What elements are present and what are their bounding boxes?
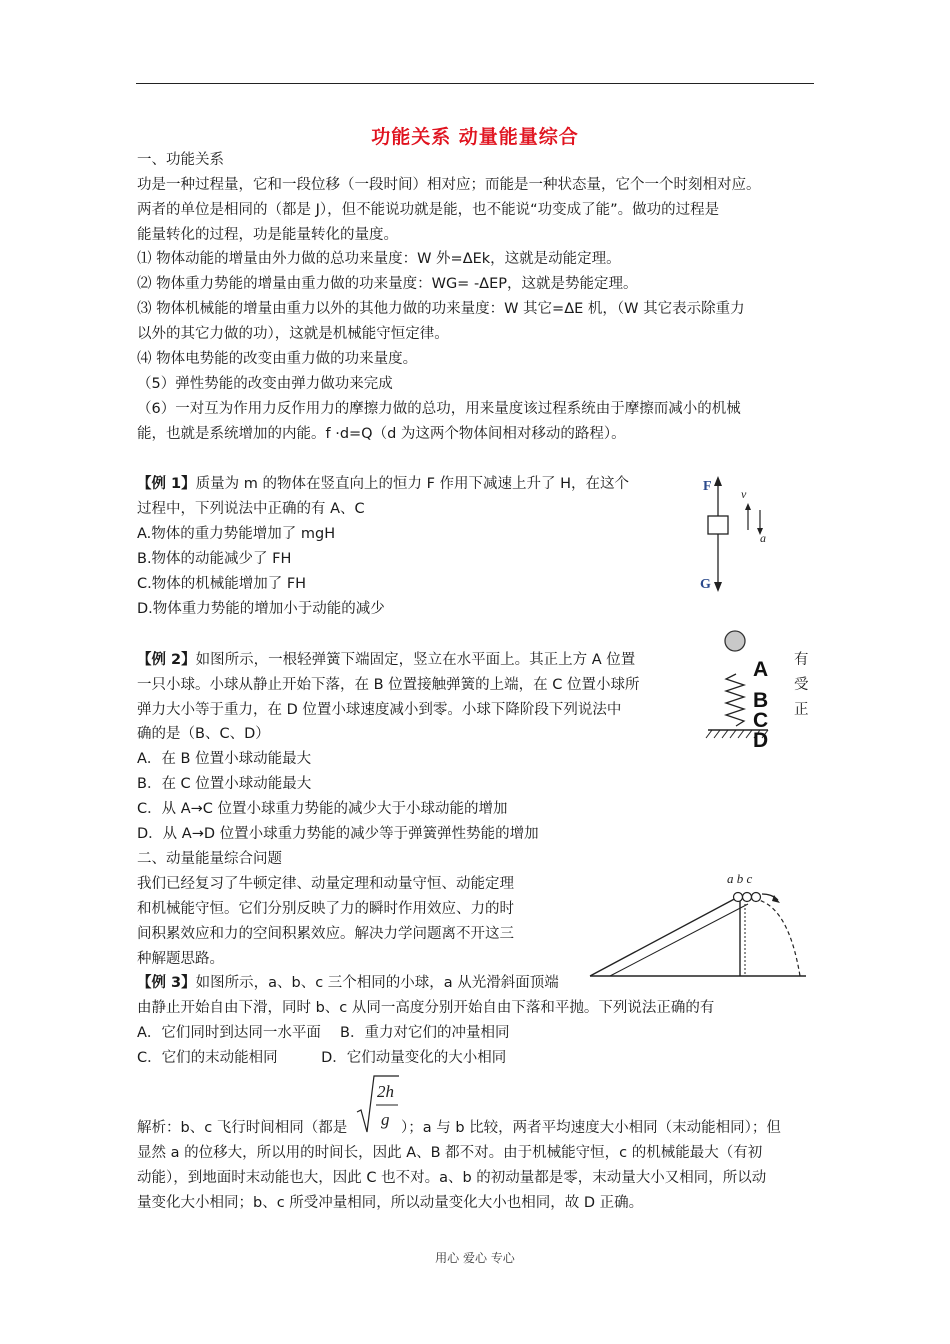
label-C: C bbox=[753, 709, 769, 732]
ex3-line-2: 由静止开始自由下滑，同时 b、c 从同一高度分别开始自由下落和平抛。下列说法正确的有 bbox=[137, 1000, 715, 1016]
ex2-text: 如图所示，一根轻弹簧下端固定，竖立在水平面上。其正上方 A 位置 bbox=[195, 652, 636, 668]
incline-surface bbox=[590, 896, 740, 976]
formula-denominator: g bbox=[381, 1110, 390, 1129]
section1-heading: 一、功能关系 bbox=[137, 152, 224, 168]
ex1-option-a: A.物体的重力势能增加了 mgH bbox=[137, 526, 336, 542]
ex2-line-3: 弹力大小等于重力，在 D 位置小球速度减小到零。小球下降阶段下列说法中 bbox=[137, 702, 622, 718]
s2-paragraph-line: 间积累效应和力的空间积累效应。解决力学问题离不开这三 bbox=[137, 926, 514, 942]
s1-item-6: （6）一对互为作用力反作用力的摩擦力做的总功，用来量度该过程系统由于摩擦而减小的机械 bbox=[137, 401, 741, 417]
ex1-option-d: D.物体重力势能的增加小于动能的减少 bbox=[137, 601, 385, 617]
ex3-solution-line-2: 显然 a 的位移大，所以用的时间长，因此 A、B 都不对。由于机械能守恒，c 的机械能最大（有初 bbox=[137, 1145, 763, 1161]
ex1-option-c: C.物体的机械能增加了 FH bbox=[137, 576, 307, 592]
s2-paragraph-line: 我们已经复习了牛顿定律、动量定理和动量守恒、动能定理 bbox=[137, 876, 514, 892]
ex1-line-2: 过程中，下列说法中正确的有 A、C bbox=[137, 501, 365, 517]
ex3-solution-line-1a: 解析：b、c 飞行时间相同（都是 bbox=[137, 1120, 348, 1136]
label-D: D bbox=[753, 729, 769, 752]
ex1-option-b: B.物体的动能减少了 FH bbox=[137, 551, 292, 567]
ex1-tag: 【例 1】 bbox=[137, 476, 196, 492]
label-A: A bbox=[753, 658, 769, 681]
ex1-force-diagram bbox=[690, 470, 780, 600]
block bbox=[708, 516, 728, 534]
label-G: G bbox=[700, 577, 711, 592]
ex1-line-1 bbox=[137, 474, 629, 494]
ex1-text: 质量为 m 的物体在竖直向上的恒力 F 作用下减速上升了 H，在这个 bbox=[195, 476, 630, 492]
s1-item-5: （5）弹性势能的改变由弹力做功来完成 bbox=[137, 376, 393, 392]
s1-item-1: ⑴ 物体动能的增量由外力做的总功来量度：W 外=ΔEk，这就是动能定理。 bbox=[137, 251, 621, 267]
ball-a bbox=[734, 893, 743, 902]
ex2-line-1 bbox=[137, 650, 635, 670]
ex2-option-d: D．从 A→D 位置小球重力势能的减少等于弹簧弹性势能的增加 bbox=[137, 826, 539, 842]
ex2-option-c: C．从 A→C 位置小球重力势能的减少大于小球动能的增加 bbox=[137, 801, 508, 817]
velocity-arrowhead bbox=[745, 503, 751, 510]
ex2-tag: 【例 2】 bbox=[137, 652, 196, 668]
ex3-tag: 【例 3】 bbox=[137, 975, 196, 991]
ex2-spring-diagram bbox=[700, 628, 795, 753]
ex3-options-ab: A．它们同时到达同一水平面 B．重力对它们的冲量相同 bbox=[137, 1025, 510, 1041]
page-footer: 用心 爱心 专心 bbox=[435, 1251, 515, 1265]
gravity-arrowhead bbox=[714, 582, 722, 592]
s1-paragraph-line: 功是一种过程量，它和一段位移（一段时间）相对应；而能是一种状态量，它个一个时刻相对应。 bbox=[137, 177, 761, 193]
page-title: 功能关系 动量能量综合 bbox=[371, 126, 579, 148]
ball bbox=[725, 631, 745, 651]
s1-item-3-cont: 以外的其它力做的功），这就是机械能守恒定律。 bbox=[137, 326, 449, 342]
sqrt-2h-over-g-formula bbox=[355, 1074, 401, 1136]
ball-labels: a b c bbox=[727, 871, 753, 886]
incline-edge bbox=[610, 904, 748, 976]
s1-paragraph-line: 能量转化的过程，功是能量转化的量度。 bbox=[137, 227, 398, 243]
ex2-line-3-end: 正 bbox=[794, 702, 809, 718]
ball-b bbox=[743, 893, 752, 902]
ex2-line-1-end: 有 bbox=[794, 652, 809, 668]
s2-paragraph-line: 种解题思路。 bbox=[137, 951, 224, 967]
ex2-line-2: 一只小球。小球从静止开始下落，在 B 位置接触弹簧的上端，在 C 位置小球所 bbox=[137, 677, 640, 693]
section2-heading: 二、动量能量综合问题 bbox=[137, 851, 282, 867]
s1-item-3: ⑶ 物体机械能的增量由重力以外的其他力做的功来量度：W 其它=ΔE 机，（W 其它表示除重力 bbox=[137, 301, 745, 317]
ball-c bbox=[752, 893, 761, 902]
ex3-solution-line-4: 量变化大小相同；b、c 所受冲量相同，所以动量变化大小也相同，故 D 正确。 bbox=[137, 1195, 644, 1211]
s1-item-4: ⑷ 物体电势能的改变由重力做的功来量度。 bbox=[137, 351, 418, 367]
spring bbox=[726, 674, 744, 726]
force-up-arrowhead bbox=[714, 476, 722, 486]
label-B: B bbox=[753, 689, 769, 712]
ex3-line-1 bbox=[137, 973, 559, 993]
ex2-option-b: B．在 C 位置小球动能最大 bbox=[137, 776, 312, 792]
label-v: v bbox=[741, 487, 747, 501]
ex3-solution-line-3: 动能），到地面时末动能也大，因此 C 也不对。a、b 的初动量都是零，末动量大小又相同，所以动 bbox=[137, 1170, 767, 1186]
s2-paragraph-line: 和机械能守恒。它们分别反映了力的瞬时作用效应、力的时 bbox=[137, 901, 514, 917]
header-rule bbox=[136, 83, 814, 84]
ex3-text: 如图所示，a、b、c 三个相同的小球，a 从光滑斜面顶端 bbox=[195, 975, 559, 991]
ex2-line-4: 确的是（B、C、D） bbox=[137, 726, 270, 742]
ex3-incline-diagram bbox=[588, 864, 810, 980]
ex2-line-2-end: 受 bbox=[794, 677, 809, 693]
label-a: a bbox=[760, 531, 766, 545]
ex3-options-cd: C．它们的末动能相同 D．它们动量变化的大小相同 bbox=[137, 1050, 507, 1066]
ex3-solution-line-1b: ）；a 与 b 比较，两者平均速度大小相同（末动能相同）；但 bbox=[401, 1120, 781, 1136]
s1-item-6-cont: 能，也就是系统增加的内能。f ·d=Q（d 为这两个物体间相对移动的路程）。 bbox=[137, 426, 626, 442]
formula-numerator: 2h bbox=[377, 1082, 394, 1101]
s1-paragraph-line: 两者的单位是相同的（都是 J），但不能说功就是能，也不能说“功变成了能”。做功的过程是 bbox=[137, 202, 720, 218]
projectile-path-c bbox=[754, 899, 800, 976]
s1-item-2: ⑵ 物体重力势能的增量由重力做的功来量度：WG= -ΔEP，这就是势能定理。 bbox=[137, 276, 638, 292]
ex2-option-a: A．在 B 位置小球动能最大 bbox=[137, 751, 312, 767]
label-F: F bbox=[703, 479, 712, 494]
